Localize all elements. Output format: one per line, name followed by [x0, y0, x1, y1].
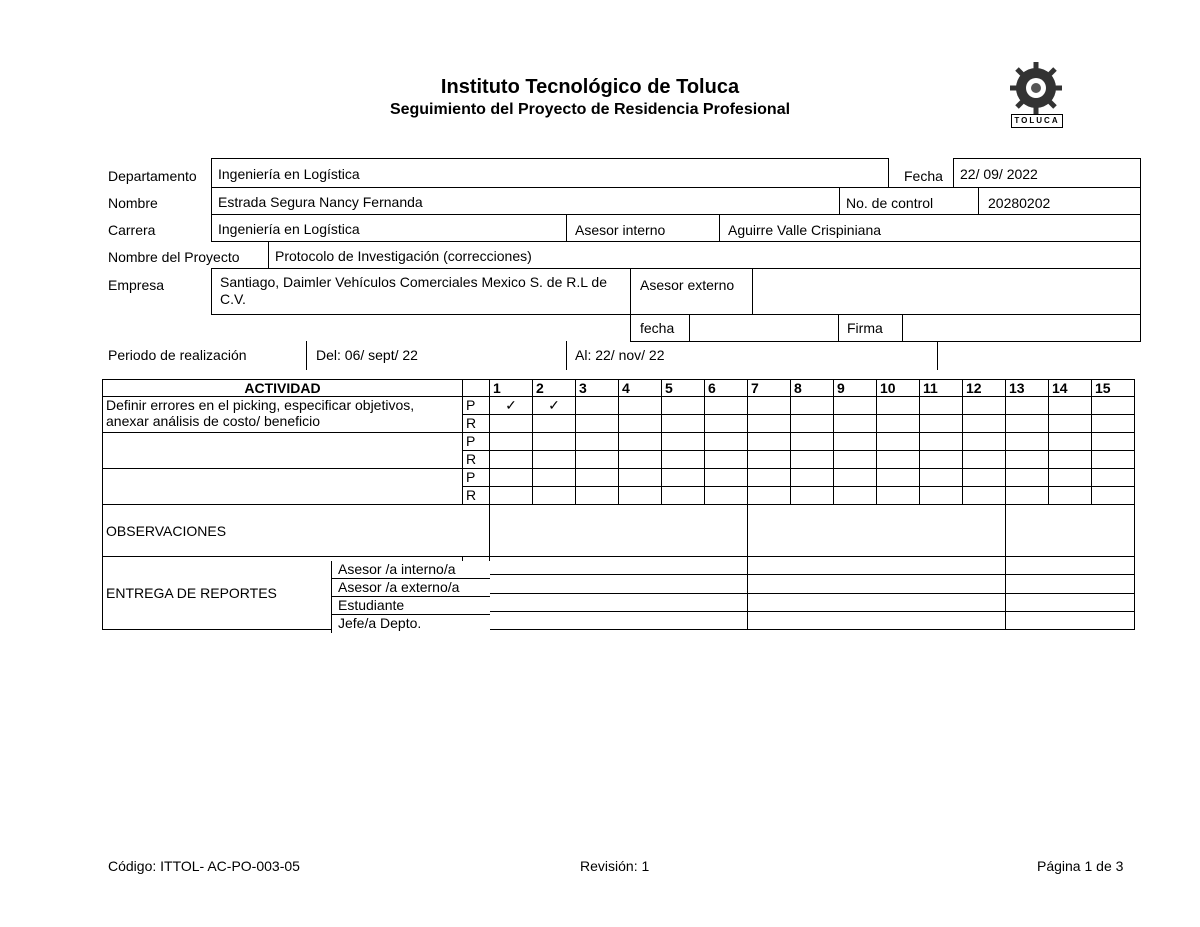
week-cell[interactable] — [533, 487, 576, 505]
observaciones-label: OBSERVACIONES — [103, 505, 490, 557]
signature-cell[interactable] — [490, 575, 748, 593]
week-cell[interactable] — [619, 487, 662, 505]
week-cell[interactable] — [791, 487, 834, 505]
proyecto-field[interactable]: Protocolo de Investigación (correcciones) — [268, 241, 1141, 269]
no-control-field[interactable]: 20280202 — [988, 195, 1051, 211]
week-header: 11 — [920, 380, 963, 397]
week-cell[interactable] — [705, 469, 748, 487]
observaciones-cell[interactable] — [748, 505, 1006, 557]
institution-logo — [1003, 58, 1069, 128]
check-icon[interactable]: ✓ — [490, 397, 533, 415]
footer-pagina: Página 1 de 3 — [1037, 858, 1124, 874]
pr-header — [463, 380, 490, 397]
observaciones-cell[interactable] — [1006, 505, 1135, 557]
divider — [566, 214, 567, 242]
week-cell[interactable] — [834, 451, 877, 469]
signature-cell[interactable] — [490, 611, 748, 629]
divider — [937, 341, 938, 370]
week-cell[interactable] — [877, 415, 920, 433]
week-cell[interactable] — [1049, 433, 1092, 451]
plan-marker: P — [463, 397, 490, 415]
footer-codigo: Código: ITTOL- AC-PO-003-05 — [108, 858, 300, 874]
departamento-field[interactable]: Ingeniería en Logística — [211, 158, 889, 188]
divider — [978, 187, 979, 215]
logo-label: TOLUCA — [1011, 114, 1063, 128]
week-cell[interactable] — [877, 487, 920, 505]
week-header: 8 — [791, 380, 834, 397]
signature-cell[interactable] — [748, 575, 1006, 593]
week-cell[interactable] — [834, 469, 877, 487]
week-header: 6 — [705, 380, 748, 397]
week-cell[interactable] — [748, 469, 791, 487]
week-cell[interactable] — [963, 451, 1006, 469]
week-cell[interactable] — [662, 469, 705, 487]
week-header: 5 — [662, 380, 705, 397]
week-header: 4 — [619, 380, 662, 397]
nombre-label: Nombre — [108, 195, 158, 211]
week-cell[interactable] — [576, 415, 619, 433]
periodo-label: Periodo de realización — [108, 347, 247, 363]
week-cell[interactable] — [748, 451, 791, 469]
week-cell[interactable] — [1006, 487, 1049, 505]
fecha-label: Fecha — [904, 168, 943, 184]
signature-cell[interactable] — [1006, 575, 1135, 593]
week-cell[interactable] — [791, 397, 834, 415]
table-row — [103, 469, 1135, 487]
week-cell[interactable] — [920, 397, 963, 415]
week-cell[interactable] — [619, 415, 662, 433]
no-control-label: No. de control — [846, 195, 934, 211]
week-cell[interactable] — [705, 451, 748, 469]
carrera-field[interactable]: Ingeniería en Logística — [211, 214, 1141, 242]
week-cell[interactable] — [662, 487, 705, 505]
week-cell[interactable] — [490, 487, 533, 505]
week-cell[interactable] — [1006, 433, 1049, 451]
week-cell[interactable] — [748, 397, 791, 415]
signer-asesor-externo: Asesor /a externo/a — [332, 579, 490, 597]
week-cell[interactable] — [533, 433, 576, 451]
entrega-row — [103, 557, 1135, 575]
week-cell[interactable] — [1092, 451, 1135, 469]
week-cell[interactable] — [1049, 397, 1092, 415]
week-cell[interactable] — [963, 397, 1006, 415]
asesor-interno-label: Asesor interno — [575, 222, 666, 238]
week-cell[interactable] — [705, 487, 748, 505]
week-cell[interactable] — [705, 397, 748, 415]
nombre-field[interactable]: Estrada Segura Nancy Fernanda — [211, 187, 1141, 215]
table-row — [103, 433, 1135, 451]
week-cell[interactable] — [619, 451, 662, 469]
gear-icon — [1003, 58, 1069, 116]
week-cell[interactable] — [662, 415, 705, 433]
week-cell[interactable] — [490, 433, 533, 451]
week-cell[interactable] — [834, 397, 877, 415]
signer-asesor-interno: Asesor /a interno/a — [332, 561, 490, 579]
week-cell[interactable] — [576, 451, 619, 469]
week-cell[interactable] — [533, 469, 576, 487]
signature-cell[interactable] — [1006, 611, 1135, 629]
week-cell[interactable] — [877, 397, 920, 415]
page-subtitle: Seguimiento del Proyecto de Residencia Profesional — [389, 101, 791, 118]
signature-cell[interactable] — [1006, 593, 1135, 611]
signature-cell[interactable] — [490, 593, 748, 611]
fecha-field[interactable]: 22/ 09/ 2022 — [953, 158, 1141, 188]
week-header: 10 — [877, 380, 920, 397]
week-cell[interactable] — [576, 397, 619, 415]
week-header: 2 — [533, 380, 576, 397]
activity-text[interactable] — [103, 469, 463, 505]
page-title: Instituto Tecnológico de Toluca — [440, 76, 740, 98]
week-cell[interactable] — [662, 451, 705, 469]
observaciones-cell[interactable] — [490, 505, 748, 557]
week-header: 12 — [963, 380, 1006, 397]
week-cell[interactable] — [963, 469, 1006, 487]
week-cell[interactable] — [1006, 415, 1049, 433]
week-cell[interactable] — [619, 397, 662, 415]
week-cell[interactable] — [619, 469, 662, 487]
observaciones-row — [103, 505, 1135, 557]
week-cell[interactable] — [490, 469, 533, 487]
week-cell[interactable] — [533, 451, 576, 469]
divider — [838, 314, 839, 342]
week-header: 1 — [490, 380, 533, 397]
week-cell[interactable] — [877, 469, 920, 487]
week-cell[interactable] — [1049, 469, 1092, 487]
week-cell[interactable] — [791, 433, 834, 451]
week-cell[interactable] — [1092, 433, 1135, 451]
divider — [902, 314, 903, 342]
week-cell[interactable] — [662, 397, 705, 415]
week-header: 13 — [1006, 380, 1049, 397]
divider — [839, 187, 840, 215]
actividad-header: ACTIVIDAD — [103, 380, 463, 397]
week-cell[interactable] — [1006, 469, 1049, 487]
real-marker: R — [463, 451, 490, 469]
week-cell[interactable] — [748, 415, 791, 433]
week-cell[interactable] — [920, 415, 963, 433]
week-cell[interactable] — [920, 433, 963, 451]
week-cell[interactable] — [1049, 415, 1092, 433]
al-field[interactable]: Al: 22/ nov/ 22 — [575, 347, 665, 363]
week-cell[interactable] — [920, 469, 963, 487]
week-header: 9 — [834, 380, 877, 397]
week-cell[interactable] — [705, 433, 748, 451]
week-cell[interactable] — [791, 451, 834, 469]
week-cell[interactable] — [834, 433, 877, 451]
week-cell[interactable] — [877, 433, 920, 451]
week-cell[interactable] — [920, 487, 963, 505]
week-cell[interactable] — [533, 415, 576, 433]
week-cell[interactable] — [748, 433, 791, 451]
fecha-firma-row — [630, 314, 1141, 342]
week-cell[interactable] — [1006, 451, 1049, 469]
empresa-field[interactable]: Santiago, Daimler Vehículos Comerciales Mexico S. de R.L de C.V. — [220, 274, 607, 307]
week-cell[interactable] — [1049, 451, 1092, 469]
week-cell[interactable] — [576, 469, 619, 487]
week-cell[interactable] — [1092, 397, 1135, 415]
signature-cell[interactable] — [748, 557, 1006, 575]
signer-labels — [331, 561, 490, 633]
asesor-externo-label: Asesor externo — [640, 277, 735, 293]
divider — [719, 214, 720, 242]
divider — [752, 268, 753, 315]
week-cell[interactable] — [791, 469, 834, 487]
week-header: 15 — [1092, 380, 1135, 397]
real-marker: R — [463, 487, 490, 505]
activity-text[interactable] — [103, 433, 463, 469]
week-cell[interactable] — [576, 487, 619, 505]
week-cell[interactable] — [619, 433, 662, 451]
week-cell[interactable] — [963, 433, 1006, 451]
week-header: 3 — [576, 380, 619, 397]
divider — [630, 268, 631, 315]
entrega-label: ENTREGA DE REPORTES — [106, 585, 277, 601]
week-cell[interactable] — [963, 415, 1006, 433]
week-cell[interactable] — [576, 433, 619, 451]
check-icon[interactable]: ✓ — [533, 397, 576, 415]
signer-estudiante: Estudiante — [332, 597, 490, 615]
table-row — [103, 397, 1135, 415]
firma-label: Firma — [847, 320, 883, 336]
asesor-interno-field[interactable]: Aguirre Valle Crispiniana — [728, 222, 882, 238]
table-header-row — [103, 380, 1135, 397]
week-cell[interactable] — [1006, 397, 1049, 415]
week-cell[interactable] — [963, 487, 1006, 505]
week-cell[interactable] — [662, 433, 705, 451]
signature-cell[interactable] — [1006, 557, 1135, 575]
empresa-label: Empresa — [108, 277, 165, 293]
week-cell[interactable] — [877, 451, 920, 469]
week-cell[interactable] — [490, 415, 533, 433]
divider — [566, 341, 567, 370]
plan-marker: P — [463, 469, 490, 487]
fecha2-label: fecha — [640, 320, 675, 336]
divider — [689, 314, 690, 342]
week-cell[interactable] — [791, 415, 834, 433]
plan-marker: P — [463, 433, 490, 451]
week-cell[interactable] — [834, 415, 877, 433]
signer-jefe-depto: Jefe/a Depto. — [338, 615, 422, 631]
carrera-label: Carrera — [108, 222, 156, 238]
week-cell[interactable] — [1092, 415, 1135, 433]
week-cell[interactable] — [490, 451, 533, 469]
week-cell[interactable] — [1092, 487, 1135, 505]
signature-cell[interactable] — [490, 557, 748, 575]
week-header: 14 — [1049, 380, 1092, 397]
activity-table — [102, 379, 1135, 630]
footer-revision: Revisión: 1 — [580, 858, 650, 874]
week-cell[interactable] — [1049, 487, 1092, 505]
del-field[interactable]: Del: 06/ sept/ 22 — [306, 341, 938, 370]
week-cell[interactable] — [748, 487, 791, 505]
departamento-label: Departamento — [108, 168, 197, 184]
week-cell[interactable] — [834, 487, 877, 505]
signature-cell[interactable] — [748, 611, 1006, 629]
real-marker: R — [463, 415, 490, 433]
week-header: 7 — [748, 380, 791, 397]
week-cell[interactable] — [920, 451, 963, 469]
week-cell[interactable] — [1092, 469, 1135, 487]
proyecto-label: Nombre del Proyecto — [108, 249, 240, 265]
signature-cell[interactable] — [748, 593, 1006, 611]
activity-text[interactable]: Definir errores en el picking, especificar objetivos, anexar análisis de costo/ beneficio — [103, 397, 463, 433]
week-cell[interactable] — [705, 415, 748, 433]
